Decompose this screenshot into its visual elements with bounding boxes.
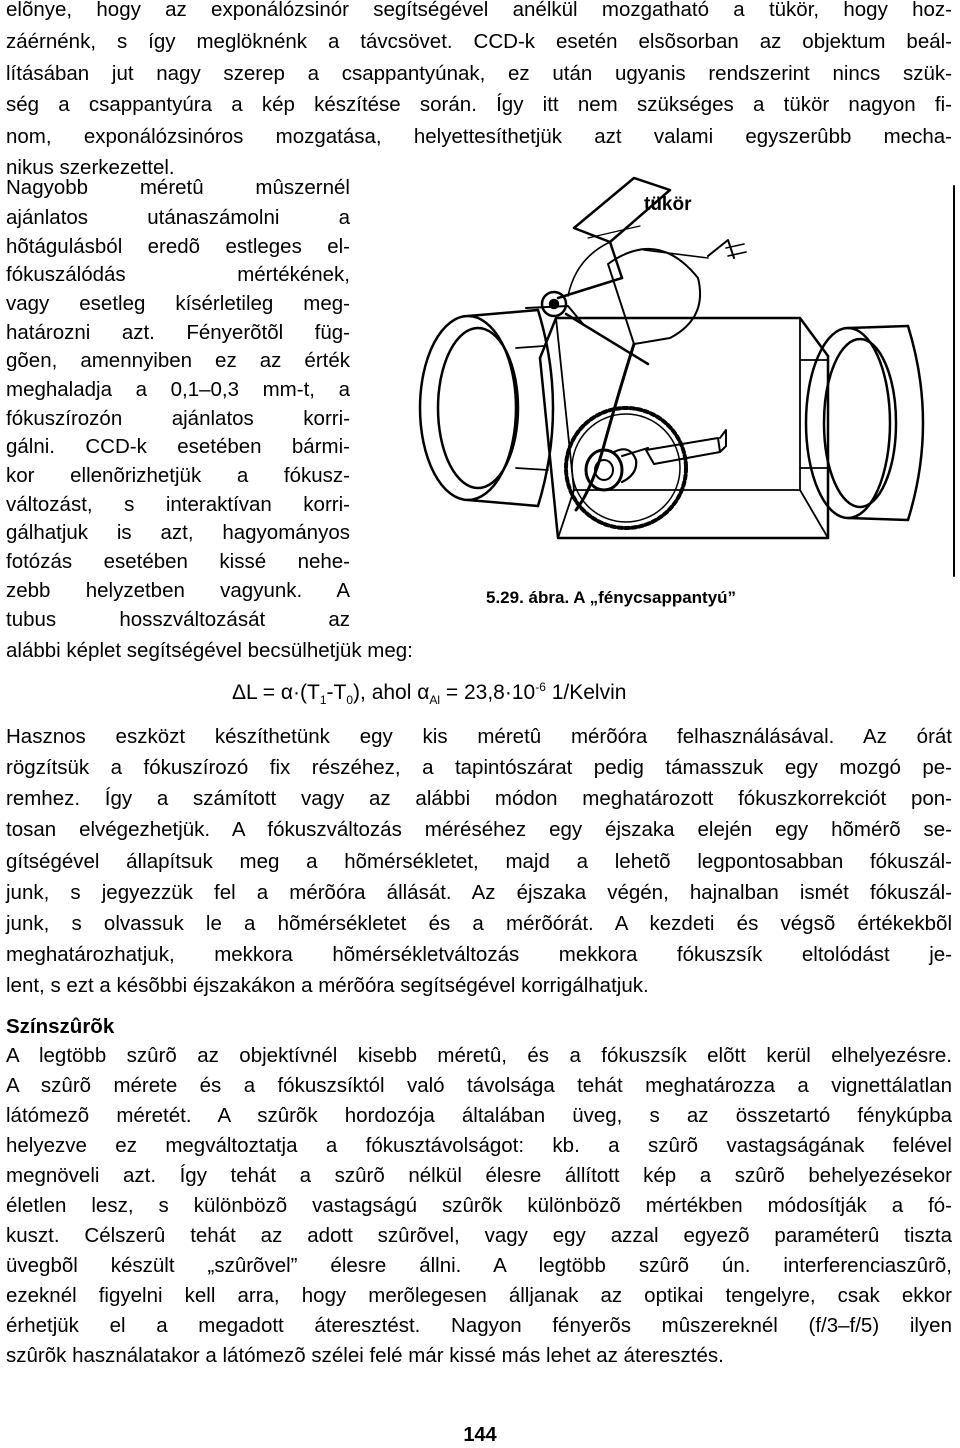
text-line: megnöveli azt. Így tehát a szûrõ nélkül élesre állított kép a szûrõ behelyezésekor: [6, 1164, 952, 1187]
text-line: A szûrõ mérete és a fókuszsíktól való távolsága tehát meghatározza a vignettálatlan: [6, 1074, 952, 1097]
formula-part: = 23,8·10: [440, 681, 536, 704]
formula-part: ), ahol α: [353, 681, 430, 704]
text-line: záérnénk, s így meglöknénk a távcsövet. CCD-k esetén elsõsorban az objektum beál-: [6, 30, 952, 53]
tukor-label: tükör: [644, 194, 692, 215]
text-line: helyezve ez megváltoztatja a fókusztávolságot: kb. a szûrõ vastagságának felével: [6, 1134, 952, 1157]
formula-exponent: -6: [535, 680, 546, 694]
text-line: ezeknél figyelni kell arra, hogy merõlegesen álljanak az optikai tengelyre, csak ekkor: [6, 1284, 952, 1307]
text-line: rögzítsük a fókuszírozó fix részéhez, a tapintószárat pedig támasszuk egy mozgó pe-: [6, 756, 952, 779]
text-line: junk, s jegyezzük fel a mérõóra állását. Az éjszaka végén, hajnalban ismét fókuszál-: [6, 881, 952, 904]
text-line: meghatározhatjuk, mekkora hõmérsékletváltozás mekkora fókuszsík eltolódást je-: [6, 943, 952, 966]
text-line: látómezõ méretét. A szûrõk hordozója általában üveg, s az összetartó fénykúpba: [6, 1104, 952, 1127]
text-line: kor ellenõrizhetjük a fókusz-: [6, 464, 350, 487]
text-line: A legtöbb szûrõ az objektívnél kisebb méretû, és a fókuszsík elõtt kerül elhelyezésre.: [6, 1044, 952, 1067]
formula-subscript: 1: [319, 693, 327, 708]
text-line: vagy esetleg kísérletileg meg-: [6, 292, 350, 315]
text-line: gõen, amennyiben ez az érték: [6, 349, 350, 372]
text-line: üvegbõl készült „szûrõvel” élesre állni. A legtöbb szûrõ ún. interferenciaszûrõ,: [6, 1254, 952, 1277]
formula-unit: 1/Kelvin: [545, 681, 627, 704]
text-line: tosan elvégezhetjük. A fókuszváltozás méréséhez egy éjszaka elején egy hõmérõ se-: [6, 818, 952, 841]
text-line: életlen lesz, s különbözõ vastagságú szûrõk különbözõ mértékben módosítják a fó-: [6, 1194, 952, 1217]
text-line: Hasznos eszközt készíthetünk egy kis méretû mérõóra felhasználásával. Az órát: [6, 725, 952, 748]
text-line: határozni azt. Fényerõtõl füg-: [6, 321, 350, 344]
text-line: gálhatjuk is azt, hagyományos: [6, 521, 350, 544]
text-line: érhetjük el a megadott áteresztést. Nagyon fényerõs mûszereknél (f/3–f/5) ilyen: [6, 1314, 952, 1337]
formula-part: -T: [326, 681, 347, 704]
text-line: junk, s olvassuk le a hõmérsékletet és a mérõórát. A kezdeti és végsõ értékekbõl: [6, 912, 952, 935]
section-heading: Színszûrõk: [6, 1015, 115, 1038]
text-line: zebb helyzetben vagyunk. A: [6, 579, 350, 602]
text-line: elõnye, hogy az exponálózsinór segítségével anélkül mozgatható a tükör, hogy hoz-: [6, 0, 952, 21]
text-line: ajánlatos utánaszámolni a: [6, 206, 350, 229]
text-line: fókuszírozón ajánlatos korri-: [6, 407, 350, 430]
shutter-mechanism-drawing: [408, 168, 960, 588]
text-line: fókuszálódás mértékének,: [6, 263, 350, 286]
text-line: szûrõk használatakor a látómezõ szélei felé már kissé más lehet az áteresztés.: [6, 1344, 724, 1367]
text-line: ség a csappantyúra a kép készítése során. Így itt nem szükséges a tükör nagyon fi-: [6, 93, 952, 116]
page-number: 144: [463, 1424, 497, 1446]
formula-subscript: Al: [429, 693, 441, 708]
text-line: gítségével állapítsuk meg a hõmérsékletet, majd a lehetõ legpontosabban fókuszál-: [6, 850, 952, 873]
formula-part: ΔL = α·(T: [232, 681, 320, 704]
text-line: nom, exponálózsinóros mozgatása, helyettesíthetjük azt valami egyszerûbb mecha-: [6, 125, 952, 148]
text-line: hõtágulásból eredõ estleges el-: [6, 235, 350, 258]
text-line: lításában jut nagy szerep a csappantyúnak, ez után ugyanis rendszerint nincs szük-: [6, 62, 952, 85]
text-line: tubus hosszváltozását az: [6, 608, 350, 631]
figure-caption: 5.29. ábra. A „fénycsappantyú”: [486, 588, 737, 607]
formula-subscript: 0: [346, 693, 354, 708]
text-line: meghaladja a 0,1–0,3 mm-t, a: [6, 378, 350, 401]
shutter-figure: [408, 168, 960, 588]
text-line: fotózás esetében kissé nehe-: [6, 550, 350, 573]
text-line: Nagyobb méretû mûszernél: [6, 176, 350, 199]
text-line: lent, s ezt a késõbbi éjszakákon a mérõóra segítségével korrigálhatjuk.: [6, 974, 649, 997]
thermal-expansion-formula: [232, 680, 626, 707]
text-line: kuszt. Célszerû tehát az adott szûrõvel, vagy egy azzal egyezõ paraméterû tiszta: [6, 1224, 952, 1247]
text-line: alábbi képlet segítségével becsülhetjük meg:: [6, 639, 413, 662]
text-line: remhez. Így a számított vagy az alábbi módon meghatározott fókuszkorrekciót pon-: [6, 787, 952, 810]
text-line: gálni. CCD-k esetében bármi-: [6, 435, 350, 458]
text-line: nikus szerkezettel.: [6, 156, 175, 179]
text-line: változást, s interaktívan korri-: [6, 493, 350, 516]
